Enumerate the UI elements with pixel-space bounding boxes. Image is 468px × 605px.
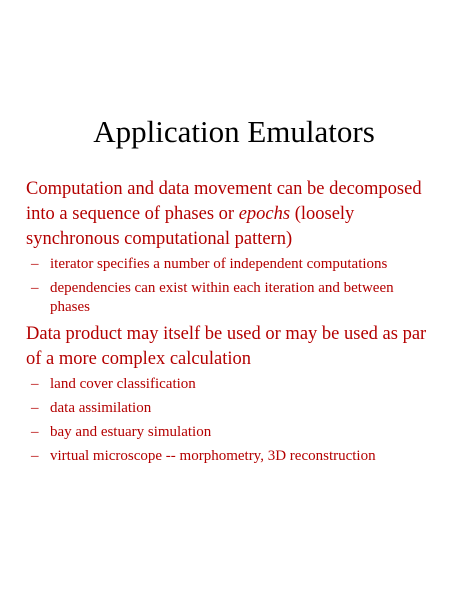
- dash-marker: –: [31, 448, 39, 464]
- bullet-data-product: [26, 322, 426, 372]
- sub-bullet-continuation: phases: [50, 299, 90, 315]
- sub-bullet-text: dependencies can exist within each iteration and between: [50, 280, 394, 296]
- slide-title: Application Emulators: [93, 114, 375, 149]
- bullet-line: synchronous computational pattern): [26, 229, 293, 249]
- sub-bullet-dependencies: [31, 279, 394, 317]
- sub-bullet-text: virtual microscope -- morphometry, 3D reconstruction: [50, 448, 376, 464]
- emphasis-epochs: epochs: [238, 204, 291, 224]
- sub-bullet-text: land cover classification: [50, 376, 196, 392]
- dash-marker: –: [31, 400, 39, 416]
- sub-bullet-iterator: [31, 255, 387, 274]
- sub-bullet-virtual-microscope: [31, 447, 376, 466]
- bullet-line: Computation and data movement can be decomposed: [26, 179, 422, 199]
- bullet-line: Data product may itself be used or may be used as par: [26, 324, 427, 344]
- sub-bullet-data-assimilation: [31, 399, 151, 418]
- bullet-line: (loosely: [290, 204, 355, 224]
- dash-marker: –: [31, 280, 39, 296]
- sub-bullet-text: bay and estuary simulation: [50, 424, 212, 440]
- dash-marker: –: [31, 256, 39, 272]
- sub-bullet-text: iterator specifies a number of independent computations: [50, 256, 388, 272]
- dash-marker: –: [31, 376, 39, 392]
- bullet-computation: [26, 177, 422, 252]
- sub-bullet-land-cover: [31, 375, 196, 394]
- bullet-line: of a more complex calculation: [26, 349, 251, 369]
- sub-bullet-bay-estuary: [31, 423, 211, 442]
- dash-marker: –: [31, 424, 39, 440]
- bullet-line: into a sequence of phases or: [26, 204, 239, 224]
- sub-bullet-text: data assimilation: [50, 400, 152, 416]
